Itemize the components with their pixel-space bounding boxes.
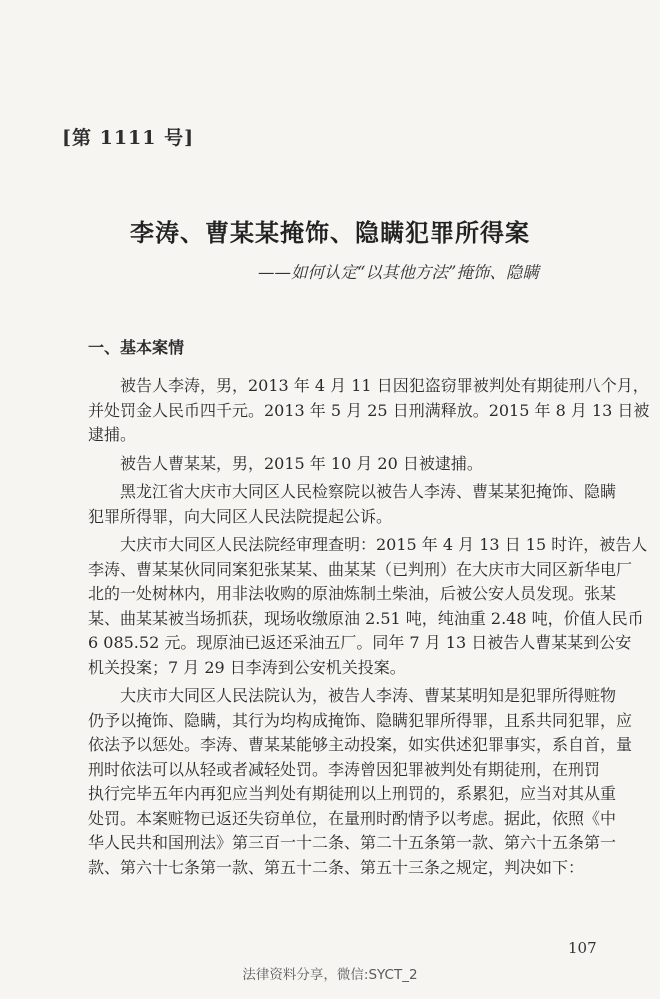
page-number: 107 xyxy=(568,939,597,957)
watermark-text: 法律资料分享，微信:SYCT_2 xyxy=(242,967,418,983)
body-text xyxy=(88,374,650,884)
paragraph-line: 逮捕。 xyxy=(88,425,137,444)
paragraph xyxy=(88,533,648,680)
paragraph-line: 6 085.52 元。现原油已返还采油五厂。同年 7 月 13 日被告人曹某某到公安 xyxy=(88,633,632,652)
paragraph-line: 大庆市大同区人民法院认为，被告人李涛、曹某某明知是犯罪所得赃物 xyxy=(120,686,617,705)
paragraph-line: 款、第六十七条第一款、第五十二条、第五十三条之规定，判决如下： xyxy=(88,857,585,877)
paragraph-line: 李涛、曹某某伙同同案犯张某某、曲某某（已判刑）在大庆市大同区新华电厂 xyxy=(88,559,633,579)
section-heading: 一、基本案情 xyxy=(88,338,185,357)
case-number: [第 1111 号] xyxy=(62,127,195,149)
paragraph xyxy=(88,452,603,477)
case-title: 李涛、曹某某掩饰、隐瞒犯罪所得案 xyxy=(130,218,530,247)
paragraph-line: 大庆市大同区人民法院经审理查明：2015 年 4 月 13 日 15 时许，被告人 xyxy=(120,535,648,554)
paragraph xyxy=(88,480,617,529)
paragraph-line: 处罚。本案赃物已返还失窃单位，在量刑时酌情予以考虑。据此，依照《中 xyxy=(88,808,617,828)
paragraph-line: 北的一处树林内，用非法收购的原油炼制土柴油，后被公安人员发现。张某 xyxy=(88,584,617,603)
paragraph-line: 被告人曹某某，男，2015 年 10 月 20 日被逮捕。 xyxy=(120,453,483,473)
paragraph-line: 黑龙江省大庆市大同区人民检察院以被告人李涛、曹某某犯掩饰、隐瞒 xyxy=(120,482,617,501)
paragraph-line: 执行完毕五年内再犯应当判处有期徒刑以上刑罚的，系累犯，应当对其从重 xyxy=(88,784,617,803)
paragraph-line: 犯罪所得罪，向大同区人民法院提起公诉。 xyxy=(88,506,393,526)
paragraph-line: 被告人李涛，男，2013 年 4 月 11 日因犯盗窃罪被判处有期徒刑八个月， xyxy=(120,376,649,395)
paragraph-line: 某、曲某某被当场抓获，现场收缴原油 2.51 吨，纯油重 2.48 吨，价值人民币 xyxy=(88,608,644,628)
case-subtitle: ——如何认定“以其他方法”掩饰、隐瞒 xyxy=(258,263,539,282)
paragraph xyxy=(88,684,633,880)
paragraph-line: 仍予以掩饰、隐瞒，其行为均构成掩饰、隐瞒犯罪所得罪，且系共同犯罪，应 xyxy=(88,710,633,730)
paragraph-line: 华人民共和国刑法》第三百一十二条、第二十五条第一款、第六十五条第一 xyxy=(88,833,617,852)
paragraph xyxy=(88,374,650,448)
paragraph-line: 并处罚金人民币四千元。2013 年 5 月 25 日刑满释放。2015 年 8 月 13 日被 xyxy=(88,400,650,420)
paragraph-line: 机关投案；7 月 29 日李涛到公安机关投案。 xyxy=(88,657,406,677)
paragraph-line: 依法予以惩处。李涛、曹某某能够主动投案，如实供述犯罪事实，系自首，量 xyxy=(88,735,633,754)
paragraph-line: 刑时依法可以从轻或者减轻处罚。李涛曾因犯罪被判处有期徒刑，在刑罚 xyxy=(88,759,601,779)
